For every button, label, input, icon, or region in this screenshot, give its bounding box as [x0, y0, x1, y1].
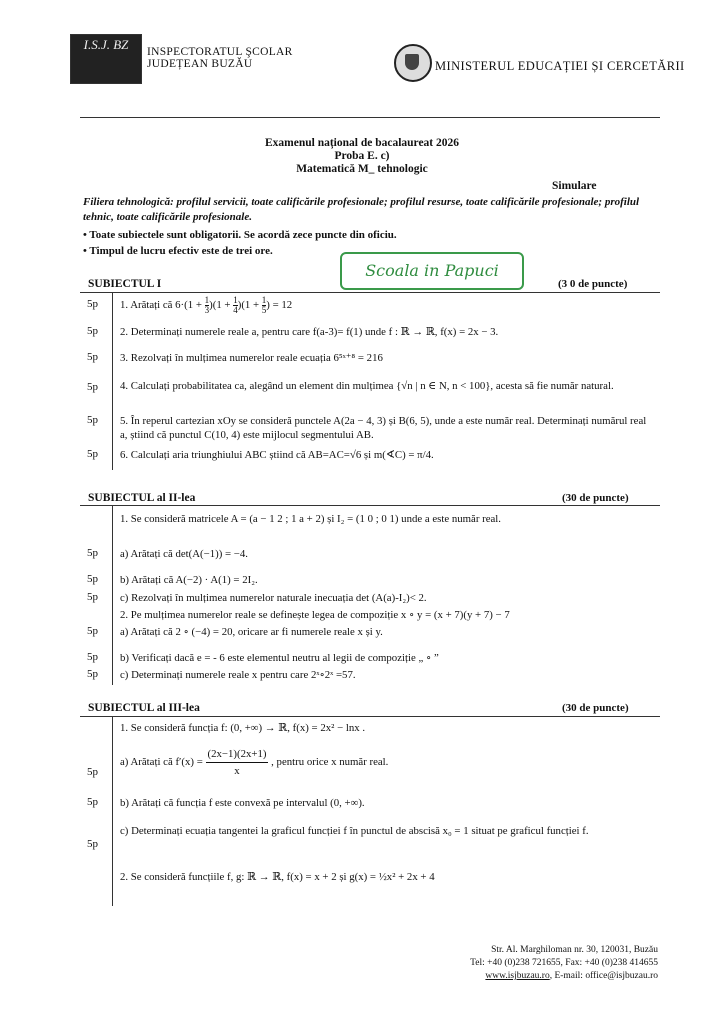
s1-q3: 3. Rezolvați în mulțimea numerelor reale ecuația 6⁵ˣ⁺⁸ = 216 [120, 352, 383, 364]
s1-q6: 6. Calculați aria triunghiului ABC știind că AB=AC=√6 și m(∢C) = π/4. [120, 449, 434, 461]
s3-q2: 2. Se consideră funcțiile f, g: ℝ → ℝ, f(x) = x + 2 și g(x) = ½x² + 2x + 4 [120, 871, 435, 883]
s1-q5: 5. În reperul cartezian xOy se consideră punctele A(2a − 4, 3) și B(6, 5), unde a este număr real. Determinați numărul real a, știind că punctul C(10, 4) este mijlocul segmentului AB. [120, 415, 647, 441]
s3-divider [80, 716, 660, 717]
scoala-stamp: Scoala in Papuci [340, 252, 524, 290]
s3-q1c: c) Determinați ecuația tangentei la graficul funcției f în punctul de abscisă x₀ = 1 situat pe graficul funcției f. [120, 825, 589, 837]
filiera-text: Filiera tehnologică: profilul servicii, toate calificările profesionale; profilul resurse, toate calificările profesionale; profilul tehnic, toate calificările profesionale. [83, 196, 640, 223]
s2-points: (30 de puncte) [562, 492, 629, 504]
rule-1: • Toate subiectele sunt obligatorii. Se acordă zece puncte din oficiu. [83, 229, 397, 241]
isj-name: INSPECTORATUL ŞCOLAR JUDEȚEAN BUZĂU [147, 46, 293, 70]
s2-q2c: c) Determinați numerele reale x pentru care 2ˣ∘2ˣ =57. [120, 669, 356, 681]
s2-score-2a: 5p [87, 625, 98, 637]
s1-score-3: 5p [87, 351, 98, 363]
s1-score-1: 5p [87, 298, 98, 310]
exam-title: Examenul național de bacalaureat 2026 [264, 137, 460, 149]
s1-score-6: 5p [87, 448, 98, 460]
s1-divider [80, 292, 660, 293]
s3-score-column-line [112, 716, 113, 906]
s2-q1: 1. Se consideră matricele A = (a − 1 2 ; 1 a + 2) și I₂ = (1 0 ; 0 1) unde a este număr real. [120, 513, 502, 525]
s3-score-1a: 5p [87, 766, 98, 778]
s2-score-2c: 5p [87, 668, 98, 680]
s1-q1: 1. Arătați că 6·(1 + $\frac{1}{3}$ )(1 + $\frac{1}{4}$ )(1 + $\frac{1}{5}$ ) = 12 [120, 295, 293, 315]
ministry-name: MINISTERUL EDUCAȚIEI ȘI CERCETĂRII [435, 59, 685, 73]
s2-q2a: a) Arătați că 2 ∘ (−4) = 20, oricare ar fi numerele reale x și y. [120, 626, 383, 638]
footer-address: Str. Al. Marghiloman nr. 30, 120031, Buzău [491, 945, 658, 955]
exam-proba: Proba E. c) [334, 150, 390, 162]
s2-q2b: b) Verificați dacă e = - 6 este elementul neutru al legii de compoziție „ ∘ ” [120, 652, 439, 664]
s2-score-1c: 5p [87, 591, 98, 603]
s1-q4: 4. Calculați probabilitatea ca, alegând un element din mulțimea {√n | n ∈ N, n < 100}, acesta să fie număr natural. [120, 380, 614, 392]
s1-title: SUBIECTUL I [88, 278, 162, 290]
s3-q1a-fraction: $\frac{(2x-1)(2x+1)}{x}$ [207, 748, 267, 777]
s3-title: SUBIECTUL al III-lea [88, 702, 200, 714]
s1-score-5: 5p [87, 414, 98, 426]
s2-q1b: b) Arătați că A(−2) · A(1) = 2I₂. [120, 574, 258, 586]
isj-logo: I.S.J. BZ [70, 34, 142, 84]
s3-score-1b: 5p [87, 796, 98, 808]
s2-divider [80, 505, 660, 506]
footer-phone: Tel: +40 (0)238 721655, Fax: +40 (0)238 414655 [470, 958, 658, 968]
s1-score-4: 5p [87, 381, 98, 393]
s1-points: (3 0 de puncte) [558, 278, 628, 290]
exam-subject: Matematică M_ tehnologic [296, 163, 428, 175]
simulare-label: Simulare [552, 180, 597, 192]
s1-score-2: 5p [87, 325, 98, 337]
s3-q1: 1. Se consideră funcția f: (0, +∞) → ℝ, f(x) = 2x² − lnx . [120, 722, 366, 734]
s2-q1c: c) Rezolvați în mulțimea numerelor naturale inecuația det (A(a)-I₂)< 2. [120, 592, 427, 604]
footer-web: www.isjbuzau.ro, E-mail: office@isjbuzau.ro [485, 971, 658, 981]
s1-q2: 2. Determinați numerele reale a, pentru care f(a-3)= f(1) unde f : ℝ → ℝ, f(x) = 2x − 3. [120, 326, 499, 338]
s1-score-column-line [112, 292, 113, 470]
s3-points: (30 de puncte) [562, 702, 629, 714]
s2-q2: 2. Pe mulțimea numerelor reale se definește legea de compoziție x ∘ y = (x + 7)(y + 7) − 7 [120, 609, 510, 621]
s2-score-1a: 5p [87, 547, 98, 559]
s3-score-1c: 5p [87, 838, 98, 850]
header-divider [80, 117, 660, 118]
ministry-seal-icon [394, 44, 432, 82]
rule-2: • Timpul de lucru efectiv este de trei ore. [83, 245, 273, 257]
s2-score-1b: 5p [87, 573, 98, 585]
s3-q1a: a) Arătați că f′(x) = $\frac{(2x-1)(2x+1)}{x}$ , pentru orice x număr real. [120, 748, 389, 777]
s2-score-column-line [112, 505, 113, 685]
s2-q1a: a) Arătați că det(A(−1)) = −4. [120, 548, 248, 560]
s2-score-2b: 5p [87, 651, 98, 663]
footer-website-link[interactable]: www.isjbuzau.ro [485, 971, 550, 981]
s3-q1b: b) Arătați că funcția f este convexă pe intervalul (0, +∞). [120, 797, 365, 809]
s2-title: SUBIECTUL al II-lea [88, 492, 196, 504]
